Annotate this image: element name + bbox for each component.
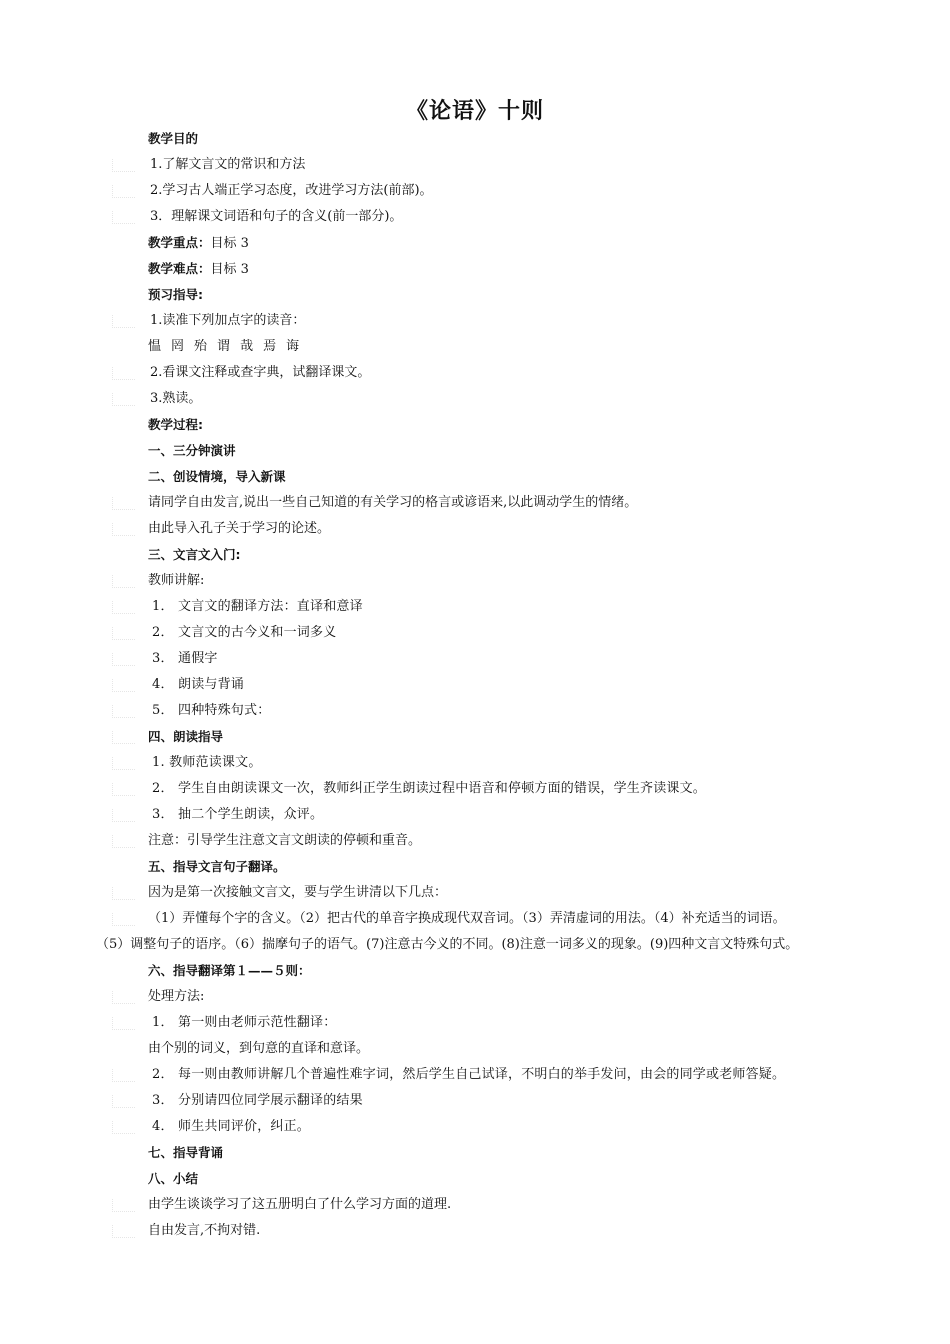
paragraph-text: （1）弄懂每个字的含义。（2）把古代的单音字换成现代双音词。（3）弄清虚词的用法。（4）补充适当的词语。 (148, 911, 786, 926)
preview-item-text: 3.熟读。 (150, 391, 202, 406)
paragraph-marker (112, 731, 135, 744)
document-title: 《论语》十则 (405, 99, 544, 124)
paragraph-text: 由个别的词义，到句意的直译和意译。 (148, 1041, 370, 1056)
list-item-text: 3． 通假字 (152, 651, 218, 666)
paragraph (0, 568, 950, 594)
section-heading (0, 542, 950, 568)
paragraph-marker (112, 809, 135, 822)
paragraph-marker (112, 185, 135, 198)
preview-chars (0, 334, 950, 360)
list-item (0, 1114, 950, 1140)
section-heading (0, 854, 950, 880)
list-item-text: 4． 朗读与背诵 (152, 677, 245, 692)
list-item-text: 4． 师生共同评价，纠正。 (152, 1119, 311, 1134)
paragraph-marker (112, 367, 135, 380)
objectives-heading (0, 126, 950, 152)
list-item (0, 698, 950, 724)
paragraph-marker (112, 835, 135, 848)
preview-item (0, 360, 950, 386)
paragraph (0, 880, 950, 906)
preview-char: 谓 (217, 339, 231, 354)
list-item-text: 3． 分别请四位同学展示翻译的结果 (152, 1093, 363, 1108)
paragraph-marker (112, 1225, 135, 1238)
preview-char: 焉 (263, 339, 277, 354)
list-item (0, 1062, 950, 1088)
paragraph-text: （5）调整句子的语序。（6）揣摩句子的语气。(7)注意古今义的不同。(8)注意一词多义的现象。(9)四种文言文特殊句式。 (96, 937, 799, 952)
section-8-heading: 八、小结 (148, 1171, 199, 1186)
section-heading (0, 464, 950, 490)
process-heading-text: 教学过程: (148, 417, 203, 432)
section-6-heading: 六、指导翻译第１——５则： (148, 963, 311, 978)
paragraph-marker (112, 211, 135, 224)
list-item-text: 2． 学生自由朗读课文一次，教师纠正学生朗读过程中语音和停顿方面的错误，学生齐读课文。 (152, 781, 707, 796)
paragraph-text: 注意：引导学生注意文言文朗读的停顿和重音。 (148, 833, 422, 848)
objective-item (0, 204, 950, 230)
objective-text: 3．理解课文词语和句子的含义(前一部分)。 (150, 209, 403, 224)
difficulty-line (0, 256, 950, 282)
list-item-text: 2． 每一则由教师讲解几个普遍性难字词，然后学生自己试译，不明白的举手发问，由会的同学或老师答疑。 (152, 1067, 786, 1082)
preview-item-text: 1.读准下列加点字的读音： (150, 313, 306, 328)
paragraph-marker (112, 159, 135, 172)
list-item (0, 750, 950, 776)
list-item (0, 802, 950, 828)
section-7-heading: 七、指导背诵 (148, 1145, 224, 1160)
paragraph-text: 处理方法: (148, 989, 205, 1004)
paragraph-marker (112, 1199, 135, 1212)
document-body (0, 126, 950, 1244)
paragraph-marker (112, 1095, 135, 1108)
paragraph-text: 自由发言,不拘对错. (148, 1223, 261, 1238)
preview-char: 殆 (194, 339, 208, 354)
key-point-line (0, 230, 950, 256)
list-item (0, 594, 950, 620)
list-item-text: 1． 第一则由老师示范性翻译： (152, 1015, 337, 1030)
list-item-text: 2． 文言文的古今义和一词多义 (152, 625, 337, 640)
paragraph-marker (112, 601, 135, 614)
preview-char: 罔 (171, 339, 185, 354)
list-item (0, 672, 950, 698)
paragraph-marker (112, 679, 135, 692)
difficulty-label: 教学难点： (148, 261, 211, 276)
section-2-heading: 二、创设情境，导入新课 (148, 469, 286, 484)
section-4-heading: 四、朗读指导 (148, 729, 224, 744)
list-item (0, 1010, 950, 1036)
list-item-text: 5． 四种特殊句式： (152, 703, 271, 718)
preview-char: 哉 (240, 339, 254, 354)
paragraph-marker (112, 315, 135, 328)
section-5-heading: 五、指导文言句子翻译。 (148, 859, 286, 874)
list-item-text: 1． 文言文的翻译方法：直译和意译 (152, 599, 363, 614)
paragraph-marker (112, 523, 135, 536)
paragraph (0, 1036, 950, 1062)
difficulty-value: 目标 3 (210, 262, 249, 277)
section-heading (0, 724, 950, 750)
preview-heading-text: 预习指导: (148, 287, 203, 302)
paragraph-marker (112, 757, 135, 770)
paragraph (0, 1192, 950, 1218)
objective-text: 1.了解文言文的常识和方法 (150, 157, 306, 172)
paragraph-marker (112, 575, 135, 588)
section-1-heading: 一、三分钟演讲 (148, 443, 236, 458)
preview-item-text: 2.看课文注释或查字典，试翻译课文。 (150, 365, 371, 380)
process-heading (0, 412, 950, 438)
key-point-label: 教学重点： (148, 235, 211, 250)
section-heading (0, 438, 950, 464)
paragraph-text: 由此导入孔子关于学习的论述。 (148, 521, 331, 536)
key-point-value: 目标 3 (210, 236, 249, 251)
preview-item (0, 386, 950, 412)
paragraph (0, 906, 950, 932)
preview-char: 愠 (148, 339, 162, 354)
paragraph-marker (112, 783, 135, 796)
paragraph-marker (112, 913, 135, 926)
paragraph-text: 由学生谈谈学习了这五册明白了什么学习方面的道理. (148, 1197, 452, 1212)
list-item (0, 620, 950, 646)
paragraph-marker (112, 1121, 135, 1134)
section-heading (0, 1166, 950, 1192)
preview-char: 诲 (286, 339, 300, 354)
section-3-heading: 三、文言文入门: (148, 547, 241, 562)
paragraph (0, 490, 950, 516)
section-heading (0, 958, 950, 984)
paragraph (0, 1218, 950, 1244)
paragraph-marker (112, 1017, 135, 1030)
paragraph-marker (112, 705, 135, 718)
objective-item (0, 178, 950, 204)
paragraph-marker (112, 991, 135, 1004)
paragraph-continued (0, 932, 950, 958)
paragraph-marker (112, 887, 135, 900)
paragraph (0, 516, 950, 542)
paragraph-marker (112, 627, 135, 640)
paragraph (0, 828, 950, 854)
paragraph-marker (112, 393, 135, 406)
objectives-heading-text: 教学目的 (148, 131, 199, 146)
list-item (0, 646, 950, 672)
paragraph-text: 请同学自由发言,说出一些自己知道的有关学习的格言或谚语来,以此调动学生的情绪。 (148, 495, 638, 510)
paragraph-text: 因为是第一次接触文言文，要与学生讲清以下几点： (148, 885, 448, 900)
section-heading (0, 1140, 950, 1166)
preview-heading (0, 282, 950, 308)
list-item (0, 776, 950, 802)
paragraph-text: 教师讲解: (148, 573, 205, 588)
preview-item (0, 308, 950, 334)
objective-item (0, 152, 950, 178)
paragraph-marker (112, 653, 135, 666)
paragraph-marker (112, 497, 135, 510)
list-item-text: 1. 教师范读课文。 (152, 755, 262, 770)
paragraph-marker (112, 1069, 135, 1082)
paragraph (0, 984, 950, 1010)
objective-text: 2.学习古人端正学习态度，改进学习方法(前部)。 (150, 183, 433, 198)
list-item-text: 3． 抽二个学生朗读，众评。 (152, 807, 324, 822)
list-item (0, 1088, 950, 1114)
